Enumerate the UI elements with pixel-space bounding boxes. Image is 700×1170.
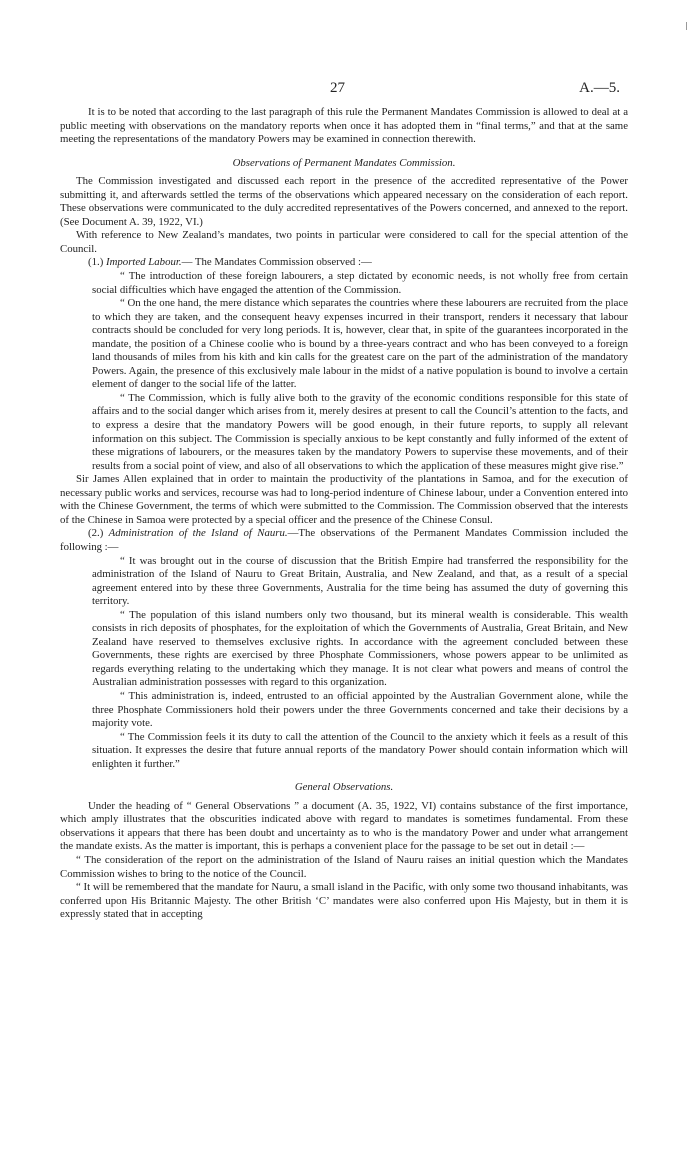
document-body (60, 106, 628, 922)
quote-paragraph: “ On the one hand, the mere distance which separates the countries where these labourers are recruited from the place to which they are taken, and the consequent heavy expenses incurred in their transport, renders it necessary that labour contracts should be concluded for very long periods. It is, however, clear that, in spite of the guarantees incorporated in the mandate, the position of a Chinese coolie who is bound by a three-years contract and who has been conveyed to a foreign land thousands of miles from his kith and kin calls for the greatest care on the part of the administration of the mandatory Powers. Again, the presence of this exclusively male labour in the midst of a native population is bound to involve a certain element of danger to the social life of the latter. (92, 297, 628, 391)
quote-paragraph: “ The population of this island numbers only two thousand, but its mineral wealth is considerable. This wealth consists in rich deposits of phosphates, for the exploitation of which the Governments of Australia, Great Britain, and New Zealand have reserved to themselves exclusive rights. In accordance with the agreement concluded between these Governments, these rights are exercised by three Phosphate Commissioners, whose powers appear to be unlimited as regards everything relating to the undertaking which they manage. It is not clear what powers and means of control the Australian administration possesses with regard to this organization. (92, 608, 628, 689)
section-heading-observations: Observations of Permanent Mandates Commission. (232, 156, 456, 169)
document-reference: A.—5. (579, 80, 620, 96)
paragraph-nauru-mandate: “ It will be remembered that the mandate for Nauru, a small island in the Pacific, with only some two thousand inhabitants, was conferred upon His Britannic Majesty. The other British ‘C’ mandates were also conferred upon His Majesty, but in them it is expressly stated that in accepting (60, 881, 628, 921)
item-label: (2.) (88, 527, 104, 540)
page-header (0, 82, 700, 98)
quote-block-nauru (92, 555, 628, 772)
page-number: 27 (330, 80, 345, 96)
paragraph-nauru-question: “ The consideration of the report on the administration of the Island of Nauru raises an initial question which the Mandates Commission wishes to bring to the notice of the Council. (60, 853, 628, 880)
quote-paragraph: “ The introduction of these foreign labourers, a step dictated by economic needs, is not wholly free from certain social difficulties which have engaged the attention of the Commission. (92, 270, 628, 296)
item-text: —The observations of the Permanent Mandates Commission included the following :— (60, 527, 629, 553)
quote-paragraph: “ This administration is, indeed, entrusted to an official appointed by the Australian Government alone, while the three Phosphate Commissioners hold their powers under the three Governments concerned and take their decisions by a majority vote. (92, 689, 628, 730)
paragraph-rule-note: It is to be noted that according to the last paragraph of this rule the Permanent Mandates Commission is allowed to deal at a public meeting with observations on the mandatory reports when once it has adopted them in “final terms,” and that at the same meeting the representations of the mandatory Powers may be examined in connection therewith. (60, 106, 628, 146)
quote-block-labour (92, 270, 628, 473)
quote-paragraph: “ The Commission, which is fully alive both to the gravity of the economic conditions responsible for this state of affairs and to the social danger which arises from it, merely desires at present to call the Council’s attention to the facts, and to express a desire that the mandatory Powers will be good enough, in their future reports, to supply all relevant information on this subject. The Commission is specially anxious to be kept constantly and fully informed of the extent of these migrations of labourers, or the measures taken by the mandatory Powers to supervise these movements, and of their results from a social point of view, and also of all observations to which the application of these measures might give rise.” (92, 391, 628, 472)
paragraph-imported-labour (60, 256, 628, 270)
item-text: — The Mandates Commission observed :— (181, 256, 372, 269)
quote-paragraph: “ The Commission feels it its duty to call the attention of the Council to the anxiety which it feels as a result of this situation. It expresses the desire that future annual reports of the mandatory Power should contain information which will enlighten it further.” (92, 730, 628, 770)
margin-mark (686, 22, 687, 30)
section-heading-general: General Observations. (294, 781, 394, 794)
paragraph-nauru-administration (60, 527, 628, 554)
paragraph-new-zealand-mandates: With reference to New Zealand’s mandates, two points in particular were considered to call for the special attention of the Council. (60, 229, 628, 255)
item-label: (1.) (88, 256, 104, 269)
item-title: Imported Labour. (106, 256, 182, 269)
quote-paragraph: “ It was brought out in the course of discussion that the British Empire had transferred the responsibility for the administration of the Island of Nauru to Great Britain, Australia, and New Zealand, and that, as a result of a special agreement entered into by these three Governments, Australia for the time being has assumed the duty of governing this territory. (92, 554, 628, 608)
paragraph-general-observations: Under the heading of “ General Observations ” a document (A. 35, 1922, VI) contains substance of the first importance, which amply illustrates that the obscurities indicated above with regard to mandates is sometimes fundamental. From these observations it appears that there has been doubt and uncertainty as to who is the mandatory Power and under what arrangement the mandate exists. As the matter is important, this is perhaps a convenient place for the passage to be set out in detail :— (60, 799, 628, 853)
item-title: Administration of the Island of Nauru. (108, 527, 288, 540)
paragraph-james-allen: Sir James Allen explained that in order to maintain the productivity of the plantations in Samoa, and for the execution of necessary public works and services, recourse was had to long-period indenture of Chinese labour, under a Convention entered into with the Chinese Government, the terms of which were submitted to the Commission. The Commission observed that the interests of the Chinese in Samoa were protected by a special officer and the presence of the Chinese Consul. (60, 473, 628, 526)
paragraph-commission-investigated: The Commission investigated and discussed each report in the presence of the accredited representative of the Power submitting it, and afterwards settled the terms of the observations which appeared necessary on the consideration of each report. These observations were communicated to the duly accredited representatives of the Powers concerned, and annexed to the report. (See Document A. 39, 1922, VI.) (60, 175, 628, 228)
